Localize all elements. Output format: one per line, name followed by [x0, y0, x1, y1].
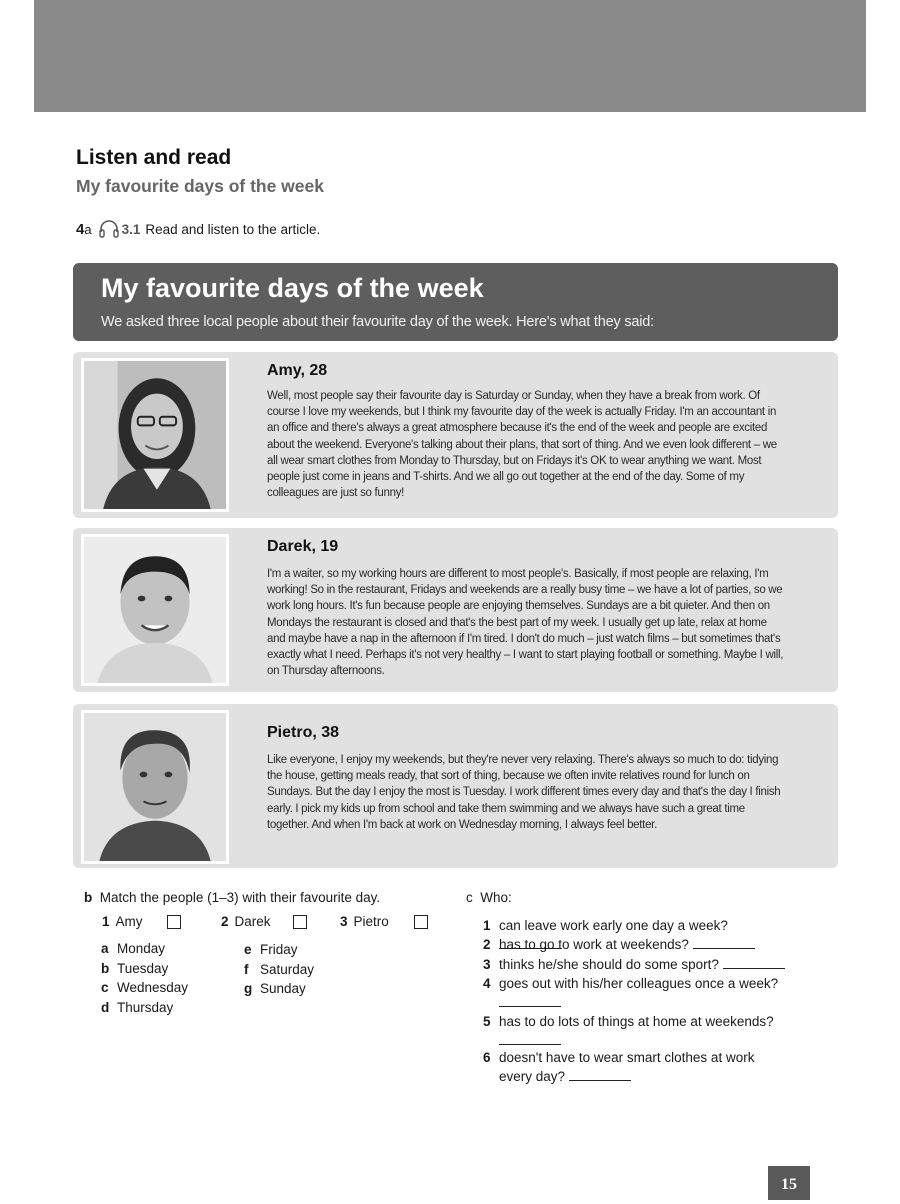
day-option: g Sunday [244, 981, 306, 996]
exercise-instruction [76, 220, 320, 238]
person-panel-darek [73, 528, 838, 692]
who-question-6: 6 doesn't have to wear smart clothes at work every day? [483, 1050, 755, 1084]
article-intro: We asked three local people about their favourite day of the week. Here's what they said: [101, 314, 654, 330]
answer-box-3[interactable] [414, 915, 428, 929]
person-text-amy: Well, most people say their favourite day is Saturday or Sunday, when they have a break from work. Of course I love my weekends, but I think my favourite day of the week is actually Friday. I'm an accountant in an office and there's always a great atmosphere because it's the end of the week and people are excited about the weekend. Everyone's talking about their plans, that sort of thing. And we even look different – we all wear smart clothes from Monday to Thursday, but on Fridays it's OK to wear anything we want. Most people just come in jeans and T-shirts. And we all go out together at the end of the day. Some of my colleagues are just so funny! [267, 390, 777, 500]
person-panel-pietro [73, 704, 838, 868]
exercise-number: 4a [76, 220, 92, 238]
who-question-5: 5 has to do lots of things at home at weekends? [483, 1012, 793, 1050]
photo-pietro [81, 710, 229, 864]
article-title: My favourite days of the week [101, 273, 484, 303]
part-b-heading: b Match the people (1–3) with their favourite day. [84, 890, 381, 905]
section-subtitle: My favourite days of the week [76, 176, 324, 196]
article-banner [73, 263, 838, 341]
page-number: 15 [768, 1166, 810, 1200]
part-c-heading: c Who: [466, 890, 512, 905]
photo-amy [81, 358, 229, 512]
answer-box-2[interactable] [293, 915, 307, 929]
section-title: Listen and read [76, 146, 232, 169]
who-question-3: 3 thinks he/she should do some sport? [483, 955, 793, 974]
headphones-icon [98, 220, 120, 238]
person-name-pietro: Pietro, 38 [267, 724, 340, 741]
person-name-amy: Amy, 28 [267, 362, 328, 379]
person-text-darek: I'm a waiter, so my working hours are different to most people's. Basically, if most people are relaxing, I'm working! So in the restaurant, Fridays and weekends are a really busy time – we have a lot of parties, so we work long hours. It's fun because people are enjoying themselves. Sundays are a bit quieter. And then on Mondays the restaurant is closed and that's the best part of my week. I usually get up late, relax at home and maybe have a nap in the afternoon if I'm tired. I don't do much – just watch films – but sometimes that's exactly what I need. Perhaps it's not very healthy – I want to start playing football or something. Maybe I will, on Thursday afternoons. [267, 568, 784, 678]
answer-line-2[interactable] [693, 948, 755, 949]
match-person-2: 2 Darek [221, 914, 307, 929]
answer-line-3[interactable] [723, 968, 785, 969]
match-person-3: 3 Pietro [340, 914, 428, 929]
match-person-1: 1 Amy [102, 914, 181, 929]
day-option: c Wednesday [101, 980, 189, 995]
person-name-darek: Darek, 19 [267, 538, 339, 555]
instruction-text: Read and listen to the article. [145, 221, 321, 237]
who-question-2: 2 has to go to work at weekends? [483, 935, 793, 954]
person-text-pietro: Like everyone, I enjoy my weekends, but they're never very relaxing. There's always so much to do: tidying the house, getting meals ready, that sort of thing, because we often invite relatives round for lunch on Sundays. But the day I enjoy the most is Tuesday. I work different times every day and that's the day I finish early. I pick my kids up from school and take them swimming and we always have such a great time together. And when I'm back at work on Wednesday morning, I always feel better. [267, 754, 781, 831]
answer-box-1[interactable] [167, 915, 181, 929]
person-panel-amy [73, 352, 838, 518]
day-option: f Saturday [244, 962, 315, 977]
day-option: a Monday [101, 941, 166, 956]
day-option: e Friday [244, 942, 298, 957]
answer-line-6[interactable] [569, 1080, 631, 1081]
audio-track: 3.1 [121, 221, 141, 237]
header-band [34, 0, 866, 112]
photo-darek [81, 534, 229, 686]
who-question-1: 1 can leave work early one day a week? [483, 916, 793, 954]
answer-line-5[interactable] [499, 1044, 561, 1045]
day-option: d Thursday [101, 1000, 174, 1015]
day-option: b Tuesday [101, 961, 169, 976]
answer-line-4[interactable] [499, 1006, 561, 1007]
who-question-4: 4 goes out with his/her colleagues once a week? [483, 974, 793, 1012]
